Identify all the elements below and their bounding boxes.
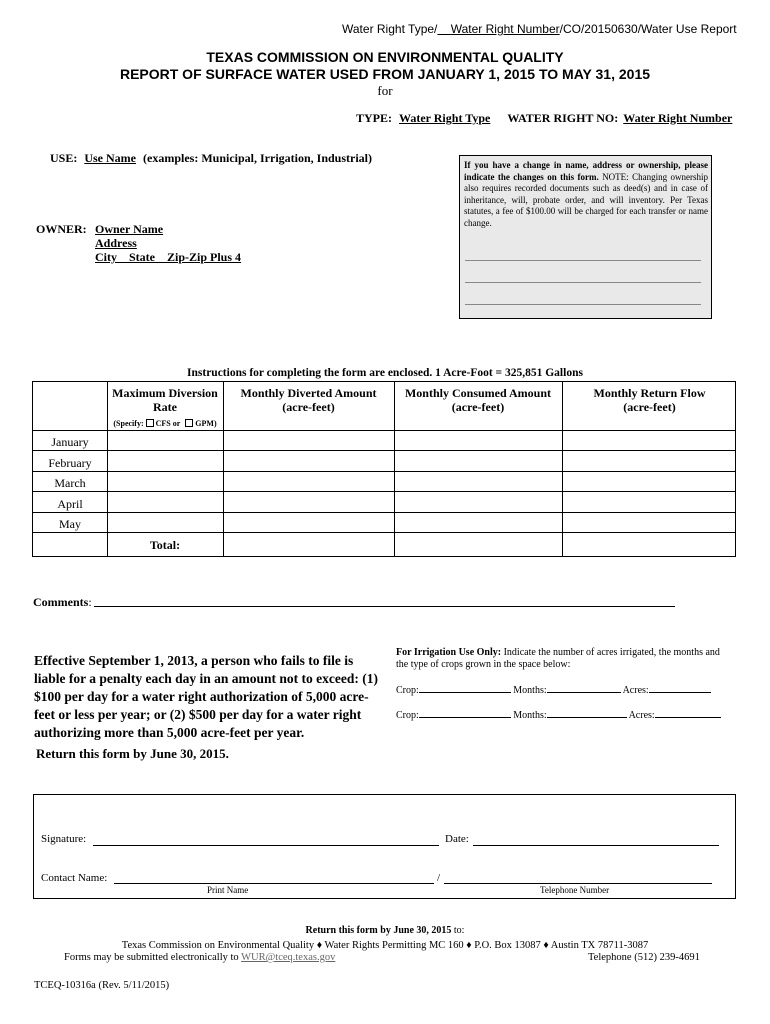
irrigation-text: Indicate the number of acres irrigated, the months and the type of crops grown in the space below: [396,647,720,670]
unit-specify [107,419,223,428]
water-right-no-label: WATER RIGHT NO: [507,111,619,125]
signature-field[interactable] [93,845,439,846]
notice-text: NOTE: Changing ownership also requires recorded documents such as deed(s) and in case of inheritance, will, probate order, and will inventory. Per Texas statutes, a fee of $100.00 will be charged for each transfer or name change. [464,171,708,228]
irrigation-bold: For Irrigation Use Only: [396,647,502,658]
header-consumed-amount [394,386,562,414]
owner-name: Owner Name [95,222,164,236]
irrigation-section [396,647,726,722]
table-row-divider [33,430,735,431]
footer-return-line [0,925,770,936]
header-return-flow [562,386,737,414]
change-entry-line[interactable] [465,282,701,283]
penalty-notice: Effective September 1, 2013, a person who fails to file is liable for a penalty each day in an amount not to exceed: (1) $100 per day for a water right authorization of 5,000 acre-feet or less per year; or (2) $500 per day for a water right authorizing more than 5,000 acre-feet per year. [34,653,378,740]
contact-slash: / [437,872,441,884]
use-value: Use Name [84,151,136,165]
months-label: Months: [513,710,547,721]
gpm-label: GPM) [195,419,217,428]
water-right-no-value: Water Right Number [623,111,733,125]
header-line: (acre-feet) [623,400,676,414]
owner-city: City [95,250,117,264]
table-row-divider [33,512,735,513]
cfs-checkbox[interactable] [146,419,154,427]
header-line: Monthly Return Flow [593,386,706,400]
ref-rest: /CO/20150630/Water Use Report [559,22,737,36]
crop-row [396,710,726,722]
for-label: for [377,83,393,98]
footer-return-to: to: [451,925,465,936]
month-may: May [59,517,81,531]
owner-label: OWNER: [36,222,87,236]
notice-bold: If you have a change in name, address or ownership, please indicate the changes on this form. [464,160,708,182]
footer-phone: Telephone (512) 239-4691 [588,952,700,963]
form-id: TCEQ-10316a (Rev. 5/11/2015) [34,980,170,991]
crop-label: Crop: [396,685,419,696]
comments-label: Comments: [33,595,92,609]
header-diverted-amount [223,386,394,414]
header-max-diversion-rate [107,386,223,414]
return-deadline: Return this form by June 30, 2015. [36,746,229,761]
owner-zip: Zip-Zip Plus 4 [167,250,242,264]
comments-field[interactable] [94,606,675,607]
email-link[interactable]: WUR@tceq.texas.gov [241,952,336,963]
acres-field[interactable] [649,692,711,693]
contact-name-field[interactable] [114,883,434,884]
date-field[interactable] [473,845,719,846]
month-january: January [51,435,89,449]
use-label: USE: [50,151,78,165]
report-title: REPORT OF SURFACE WATER USED FROM JANUARY 1, 2015 TO MAY 31, 2015 [119,66,651,82]
header-line: Monthly Consumed Amount [404,386,552,400]
footer-return-bold: Return this form by June 30, 2015 [305,925,452,936]
month-february: February [48,456,92,470]
months-field[interactable] [547,717,627,718]
ref-type: Water Right Type/ [342,22,438,36]
date-label: Date: [445,833,469,845]
header-line: (acre-feet) [282,400,335,414]
change-entry-line[interactable] [465,304,701,305]
agency-title: TEXAS COMMISSION ON ENVIRONMENTAL QUALITY [206,49,564,65]
table-row-divider [33,532,735,533]
telephone-caption: Telephone Number [540,885,610,895]
ref-gap [437,22,450,36]
months-label: Months: [513,685,547,696]
crop-field[interactable] [419,717,511,718]
header-line: (acre-feet) [451,400,505,414]
irrigation-instructions [396,647,726,671]
telephone-field[interactable] [444,883,712,884]
use-examples: (examples: Municipal, Irrigation, Industrial) [143,151,373,165]
print-name-caption: Print Name [207,885,249,895]
owner-city-state-zip [95,250,241,265]
gpm-checkbox[interactable] [185,419,193,427]
header-line: Maximum Diversion [112,386,218,400]
owner-state: State [129,250,155,264]
type-value: Water Right Type [399,111,491,125]
footer-address: Texas Commission on Environmental Quality ♦ Water Rights Permitting MC 160 ♦ P.O. Box 13087 ♦ Austin TX 78711-3087 [121,940,649,951]
instructions-note: Instructions for completing the form are enclosed. 1 Acre-Foot = 325,851 Gallons [187,367,583,379]
contact-name-label: Contact Name: [41,872,108,884]
months-field[interactable] [547,692,621,693]
footer-email-line [64,952,335,963]
email-prefix: Forms may be submitted electronically to [64,952,242,963]
acres-label: Acres: [628,710,655,721]
header-line: Monthly Diverted Amount [240,386,377,400]
document-reference [342,22,737,36]
comments-text: Comments [33,595,89,609]
month-march: March [54,476,86,490]
crop-field[interactable] [419,692,511,693]
crop-label: Crop: [396,710,419,721]
table-row-divider [33,491,735,492]
ref-number: Water Right Number [450,22,560,36]
month-april: April [57,497,83,511]
ownership-change-notice [464,160,708,229]
change-entry-line[interactable] [465,260,701,261]
specify-label: (Specify: [113,419,144,428]
crop-row [396,685,726,697]
header-line: Rate [153,400,177,414]
signature-label: Signature: [41,833,87,845]
total-label: Total: [149,538,181,552]
monthly-usage-table [32,381,736,557]
owner-address: Address [95,236,137,250]
type-line [356,111,732,126]
use-line [50,151,372,166]
acres-field[interactable] [655,717,721,718]
table-row-divider [33,471,735,472]
cfs-label: CFS or [155,419,181,428]
type-label: TYPE: [356,111,392,125]
signature-box [33,794,736,899]
acres-label: Acres: [622,685,649,696]
ownership-change-box [459,155,712,319]
table-row-divider [33,450,735,451]
